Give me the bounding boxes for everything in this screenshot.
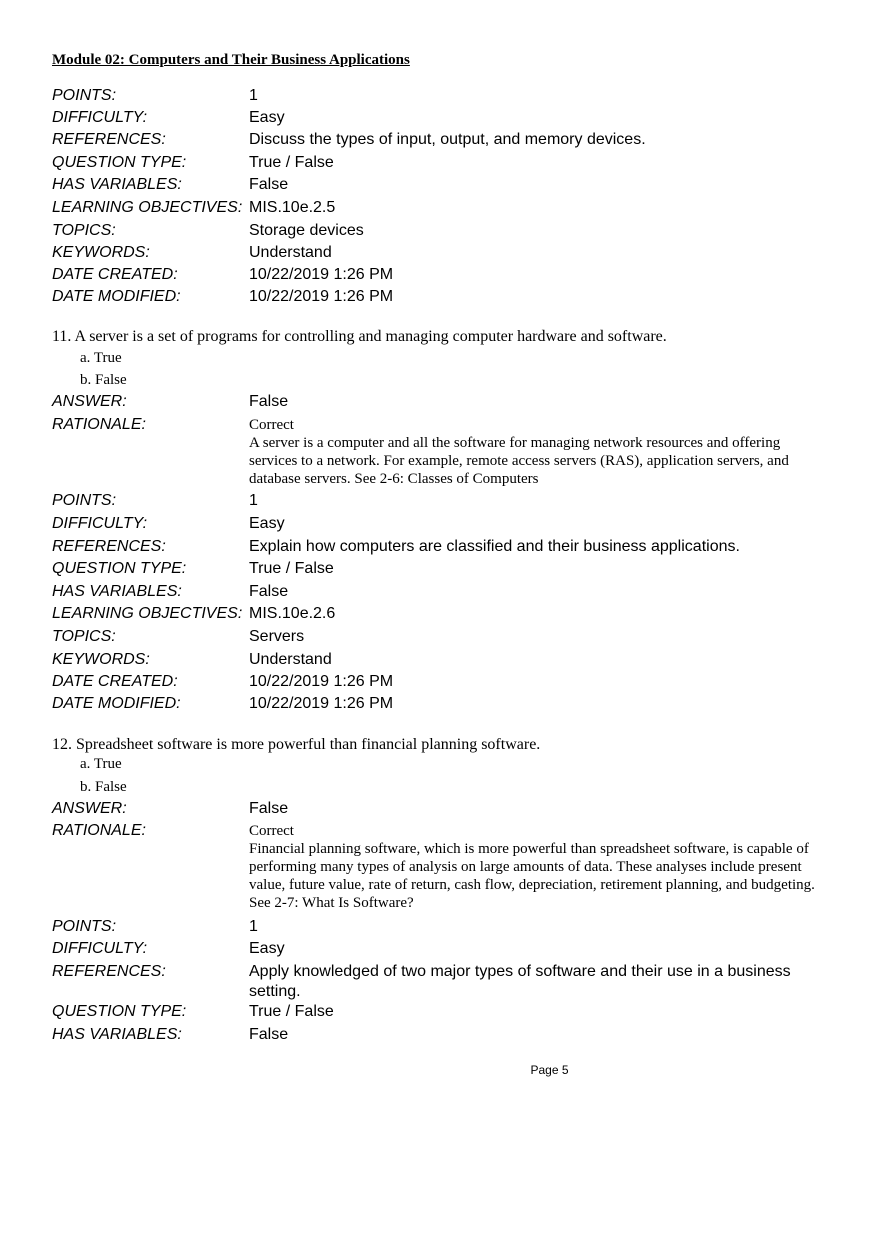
rationale-title: Correct — [249, 823, 294, 839]
question-type-label: QUESTION TYPE: — [52, 154, 187, 171]
q11-difficulty-row — [52, 514, 829, 534]
difficulty-label: DIFFICULTY: — [52, 940, 148, 957]
q12-answer-row — [52, 799, 829, 819]
question-11: 11. A server is a set of programs for controlling and managing computer hardware and software. — [52, 328, 667, 345]
q11-references-row — [52, 537, 829, 557]
question-type-label: QUESTION TYPE: — [52, 560, 187, 577]
has-variables-label: HAS VARIABLES: — [52, 583, 182, 600]
answer-value: False — [249, 393, 289, 410]
module-title: Module 02: Computers and Their Business Applications — [52, 52, 410, 68]
rationale-title: Correct — [249, 417, 294, 433]
references-row — [52, 130, 829, 150]
question-type-label: QUESTION TYPE: — [52, 1003, 187, 1020]
rationale-text: Financial planning software, which is more powerful than spreadsheet software, is capable of performing many types of analysis on large amounts of data. These analyses include present value, future value, rate of return, cash flow, depreciation, retirement planning, and budgeting. See 2-7: What Is Software? — [249, 841, 815, 911]
keywords-value: Understand — [249, 244, 332, 261]
topics-label: TOPICS: — [52, 628, 116, 645]
question-type-value: True / False — [249, 1003, 334, 1020]
q11-has-variables-row — [52, 582, 829, 602]
learning-objectives-value: MIS.10e.2.6 — [249, 605, 336, 622]
q11-points-row — [52, 491, 829, 511]
q11-topics-row — [52, 627, 829, 647]
q12-rationale-row — [52, 821, 249, 841]
references-value: Explain how computers are classified and their business applications. — [249, 538, 740, 555]
difficulty-label: DIFFICULTY: — [52, 515, 148, 532]
question-type-row — [52, 153, 829, 173]
difficulty-value: Easy — [249, 109, 285, 126]
topics-row — [52, 221, 829, 241]
q11-date-created-row — [52, 672, 829, 692]
learning-objectives-label: LEARNING OBJECTIVES: — [52, 605, 243, 622]
difficulty-value: Easy — [249, 515, 285, 532]
points-label: POINTS: — [52, 87, 117, 104]
q12-points-row — [52, 917, 829, 937]
q11-learning-objectives-row — [52, 604, 829, 624]
has-variables-value: False — [249, 583, 289, 600]
date-created-value: 10/22/2019 1:26 PM — [249, 266, 394, 283]
date-modified-value: 10/22/2019 1:26 PM — [249, 288, 394, 305]
points-value: 1 — [249, 87, 258, 104]
answer-label: ANSWER: — [52, 393, 127, 410]
points-label: POINTS: — [52, 918, 117, 935]
question-12: 12. Spreadsheet software is more powerful than financial planning software. — [52, 736, 541, 753]
q12-choice-a: a. True — [80, 756, 122, 772]
points-value: 1 — [249, 492, 258, 509]
references-value: Apply knowledged of two major types of software and their use in a business setting. — [249, 963, 791, 1000]
answer-value: False — [249, 800, 289, 817]
date-created-label: DATE CREATED: — [52, 673, 178, 690]
learning-objectives-value: MIS.10e.2.5 — [249, 199, 336, 216]
q12-references-row — [52, 962, 829, 1002]
date-modified-row — [52, 287, 829, 307]
date-created-row — [52, 265, 829, 285]
date-modified-label: DATE MODIFIED: — [52, 288, 181, 305]
q11-rationale — [249, 416, 829, 488]
question-type-value: True / False — [249, 560, 334, 577]
answer-label: ANSWER: — [52, 800, 127, 817]
date-modified-label: DATE MODIFIED: — [52, 695, 181, 712]
date-created-value: 10/22/2019 1:26 PM — [249, 673, 394, 690]
q11-keywords-row — [52, 650, 829, 670]
references-label: REFERENCES: — [52, 963, 166, 980]
date-created-label: DATE CREATED: — [52, 266, 178, 283]
has-variables-label: HAS VARIABLES: — [52, 1026, 182, 1043]
rationale-text: A server is a computer and all the software for managing network resources and offering services to a network. For example, remote access servers (RAS), application servers, and database servers. See 2-6: Classes of Computers — [249, 435, 789, 487]
rationale-label: RATIONALE: — [52, 416, 146, 433]
references-value: Discuss the types of input, output, and memory devices. — [249, 131, 646, 148]
topics-label: TOPICS: — [52, 222, 116, 239]
points-value: 1 — [249, 918, 258, 935]
topics-value: Servers — [249, 628, 305, 645]
learning-objectives-row — [52, 198, 829, 218]
points-row — [52, 86, 829, 106]
points-label: POINTS: — [52, 492, 117, 509]
q12-difficulty-row — [52, 939, 829, 959]
difficulty-label: DIFFICULTY: — [52, 109, 148, 126]
references-label: REFERENCES: — [52, 131, 166, 148]
has-variables-row — [52, 175, 829, 195]
difficulty-value: Easy — [249, 940, 285, 957]
references-label: REFERENCES: — [52, 538, 166, 555]
topics-value: Storage devices — [249, 222, 364, 239]
has-variables-label: HAS VARIABLES: — [52, 176, 182, 193]
q11-date-modified-row — [52, 694, 829, 714]
q11-question-type-row — [52, 559, 829, 579]
has-variables-value: False — [249, 1026, 289, 1043]
question-type-value: True / False — [249, 154, 334, 171]
has-variables-value: False — [249, 176, 289, 193]
difficulty-row — [52, 108, 829, 128]
keywords-row — [52, 243, 829, 263]
learning-objectives-label: LEARNING OBJECTIVES: — [52, 199, 243, 216]
q12-choice-b: b. False — [80, 779, 127, 795]
q12-has-variables-row — [52, 1025, 829, 1045]
q11-rationale-row — [52, 415, 249, 435]
q12-question-type-row — [52, 1002, 829, 1022]
keywords-label: KEYWORDS: — [52, 244, 150, 261]
q11-choice-a: a. True — [80, 350, 122, 366]
page-number: Page 5 — [530, 1063, 569, 1077]
keywords-value: Understand — [249, 651, 332, 668]
rationale-label: RATIONALE: — [52, 822, 146, 839]
q11-answer-row — [52, 392, 829, 412]
date-modified-value: 10/22/2019 1:26 PM — [249, 695, 394, 712]
keywords-label: KEYWORDS: — [52, 651, 150, 668]
q11-choice-b: b. False — [80, 372, 127, 388]
q12-rationale — [249, 822, 829, 912]
